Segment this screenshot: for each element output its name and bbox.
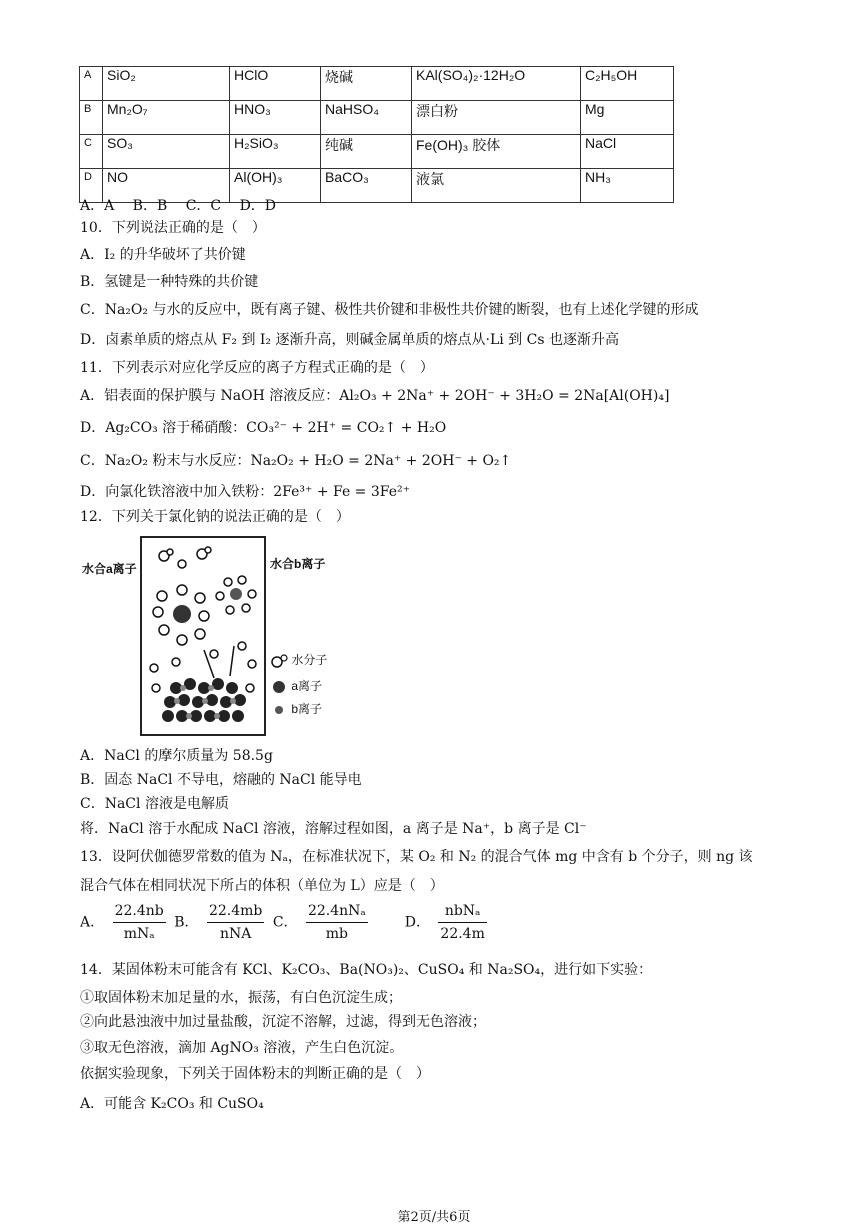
q12-option-c: C．NaCl 溶液是电解质: [80, 796, 229, 812]
q13-b-denominator: nNA: [219, 926, 252, 942]
table-cell: Al(OH)₃: [230, 169, 321, 203]
q12-stem: 12．下列关于氯化钠的说法正确的是（ ）: [80, 509, 350, 525]
q13-c-label: C．: [272, 914, 298, 931]
q13-b-fraction: [207, 900, 264, 945]
row-label: C: [80, 135, 103, 169]
water-molecule-icon: [270, 654, 288, 668]
row-label: A: [80, 67, 103, 101]
q11-option-d: D．向氯化铁溶液中加入铁粉：2Fe³⁺ + Fe = 3Fe²⁺: [80, 484, 411, 500]
legend-b-label: b离子: [291, 702, 323, 716]
nacl-dissolution-figure: [140, 536, 266, 736]
table-cell: NO: [103, 169, 230, 203]
q13-b-numerator: 22.4mb: [207, 900, 264, 923]
q12-option-a: A．NaCl 的摩尔质量为 58.5g: [80, 748, 273, 764]
q13-b-label: B．: [174, 914, 199, 931]
options-table: [79, 66, 674, 203]
q14-step-1: ①取固体粉末加足量的水，振荡，有白色沉淀生成；: [80, 990, 402, 1006]
row-label: D: [80, 169, 103, 203]
dissolution-diagram-svg: [142, 538, 264, 734]
q13-d-numerator: nbNₐ: [438, 900, 486, 923]
legend-a-ion: [270, 677, 322, 694]
q11-stem: 11．下列表示对应化学反应的离子方程式正确的是（ ）: [80, 360, 434, 376]
q13-a-denominator: mNₐ: [123, 926, 155, 942]
a-ion-icon: [270, 680, 288, 694]
table-cell: H₂SiO₃: [230, 135, 321, 169]
table-cell: 漂白粉: [412, 101, 581, 135]
q9-options: A．A B．B C．C D．D: [80, 198, 277, 214]
q13-a-fraction: [113, 900, 166, 945]
table-cell: Mg: [581, 101, 674, 135]
table-cell: SiO₂: [103, 67, 230, 101]
table-cell: Mn₂O₇: [103, 101, 230, 135]
q10-option-a: A．I₂ 的升华破坏了共价键: [80, 247, 246, 263]
table-cell: 烧碱: [321, 67, 412, 101]
q11-option-b: D．Ag₂CO₃ 溶于稀硝酸：CO₃²⁻ + 2H⁺ = CO₂↑ + H₂O: [80, 420, 447, 436]
table-cell: NH₃: [581, 169, 674, 203]
q14-option-a: A．可能含 K₂CO₃ 和 CuSO₄: [80, 1096, 264, 1112]
label-hydrated-b-ion: 水合b离子: [270, 557, 326, 571]
q14-stem: 14．某固体粉末可能含有 KCl、K₂CO₃、Ba(NO₃)₂、CuSO₄ 和 Na₂SO₄，进行如下实验：: [80, 962, 653, 978]
table-row: [80, 67, 674, 101]
q13-d-label: D．: [404, 914, 430, 931]
table-cell: HClO: [230, 67, 321, 101]
legend-water-label: 水分子: [291, 653, 328, 667]
q13-a-numerator: 22.4nb: [113, 900, 166, 923]
q14-step-3: ③取无色溶液，滴加 AgNO₃ 溶液，产生白色沉淀。: [80, 1040, 404, 1056]
table-row: [80, 101, 674, 135]
legend-water: [270, 651, 327, 668]
table-cell: KAl(SO₄)₂·12H₂O: [412, 67, 581, 101]
q10-option-c: C．Na₂O₂ 与水的反应中，既有离子键、极性共价键和非极性共价键的断裂，也有上述化学键的形成: [80, 302, 699, 318]
table-cell: 液氯: [412, 169, 581, 203]
page-footer: 第2页/共6页: [397, 1210, 471, 1225]
table-cell: Fe(OH)₃ 胶体: [412, 135, 581, 169]
q10-option-d: D．卤素单质的熔点从 F₂ 到 I₂ 逐渐升高，则碱金属单质的熔点从·Li 到 Cs 也逐渐升高: [80, 332, 619, 348]
q12-option-b: B．固态 NaCl 不导电，熔融的 NaCl 能导电: [80, 772, 362, 788]
table-cell: SO₃: [103, 135, 230, 169]
legend-b-ion: [270, 700, 322, 717]
legend-a-label: a离子: [291, 679, 323, 693]
q13-d-denominator: 22.4m: [440, 926, 485, 942]
q13-c-fraction: [306, 900, 368, 945]
b-ion-icon: [270, 703, 288, 717]
q14-question: 依据实验现象，下列关于固体粉末的判断正确的是（ ）: [80, 1066, 430, 1082]
q12-option-d: 将．NaCl 溶于水配成 NaCl 溶液，溶解过程如图，a 离子是 Na⁺，b 离子是 Cl⁻: [80, 821, 587, 837]
q13-c-numerator: 22.4nNₐ: [306, 900, 368, 923]
q13-stem-1: 13．设阿伏伽德罗常数的值为 Nₐ，在标准状况下，某 O₂ 和 N₂ 的混合气体 mg 中含有 b 个分子，则 ng 该: [80, 849, 753, 865]
q13-d-fraction: [438, 900, 486, 945]
q13-a-label: A．: [80, 914, 105, 931]
q10-stem: 10．下列说法正确的是（ ）: [80, 220, 266, 236]
q14-step-2: ②向此悬浊液中加过量盐酸，沉淀不溶解，过滤，得到无色溶液；: [80, 1014, 486, 1030]
table-row: [80, 135, 674, 169]
q10-option-b: B．氢键是一种特殊的共价键: [80, 274, 259, 290]
table-cell: NaHSO₄: [321, 101, 412, 135]
table-cell: C₂H₅OH: [581, 67, 674, 101]
q11-option-a: A．铝表面的保护膜与 NaOH 溶液反应：Al₂O₃ + 2Na⁺ + 2OH⁻ + 3H₂O = 2Na[Al(OH)₄]: [80, 388, 670, 404]
q11-option-c: C．Na₂O₂ 粉末与水反应：Na₂O₂ + H₂O = 2Na⁺ + 2OH⁻ + O₂↑: [80, 453, 512, 469]
q13-options: [80, 900, 491, 945]
label-hydrated-a-ion: 水合a离子: [82, 562, 137, 576]
q13-c-denominator: mb: [325, 926, 349, 942]
table-cell: BaCO₃: [321, 169, 412, 203]
row-label: B: [80, 101, 103, 135]
table-cell: NaCl: [581, 135, 674, 169]
table-cell: HNO₃: [230, 101, 321, 135]
q13-stem-2: 混合气体在相同状况下所占的体积（单位为 L）应是（ ）: [80, 878, 444, 894]
table-cell: 纯碱: [321, 135, 412, 169]
